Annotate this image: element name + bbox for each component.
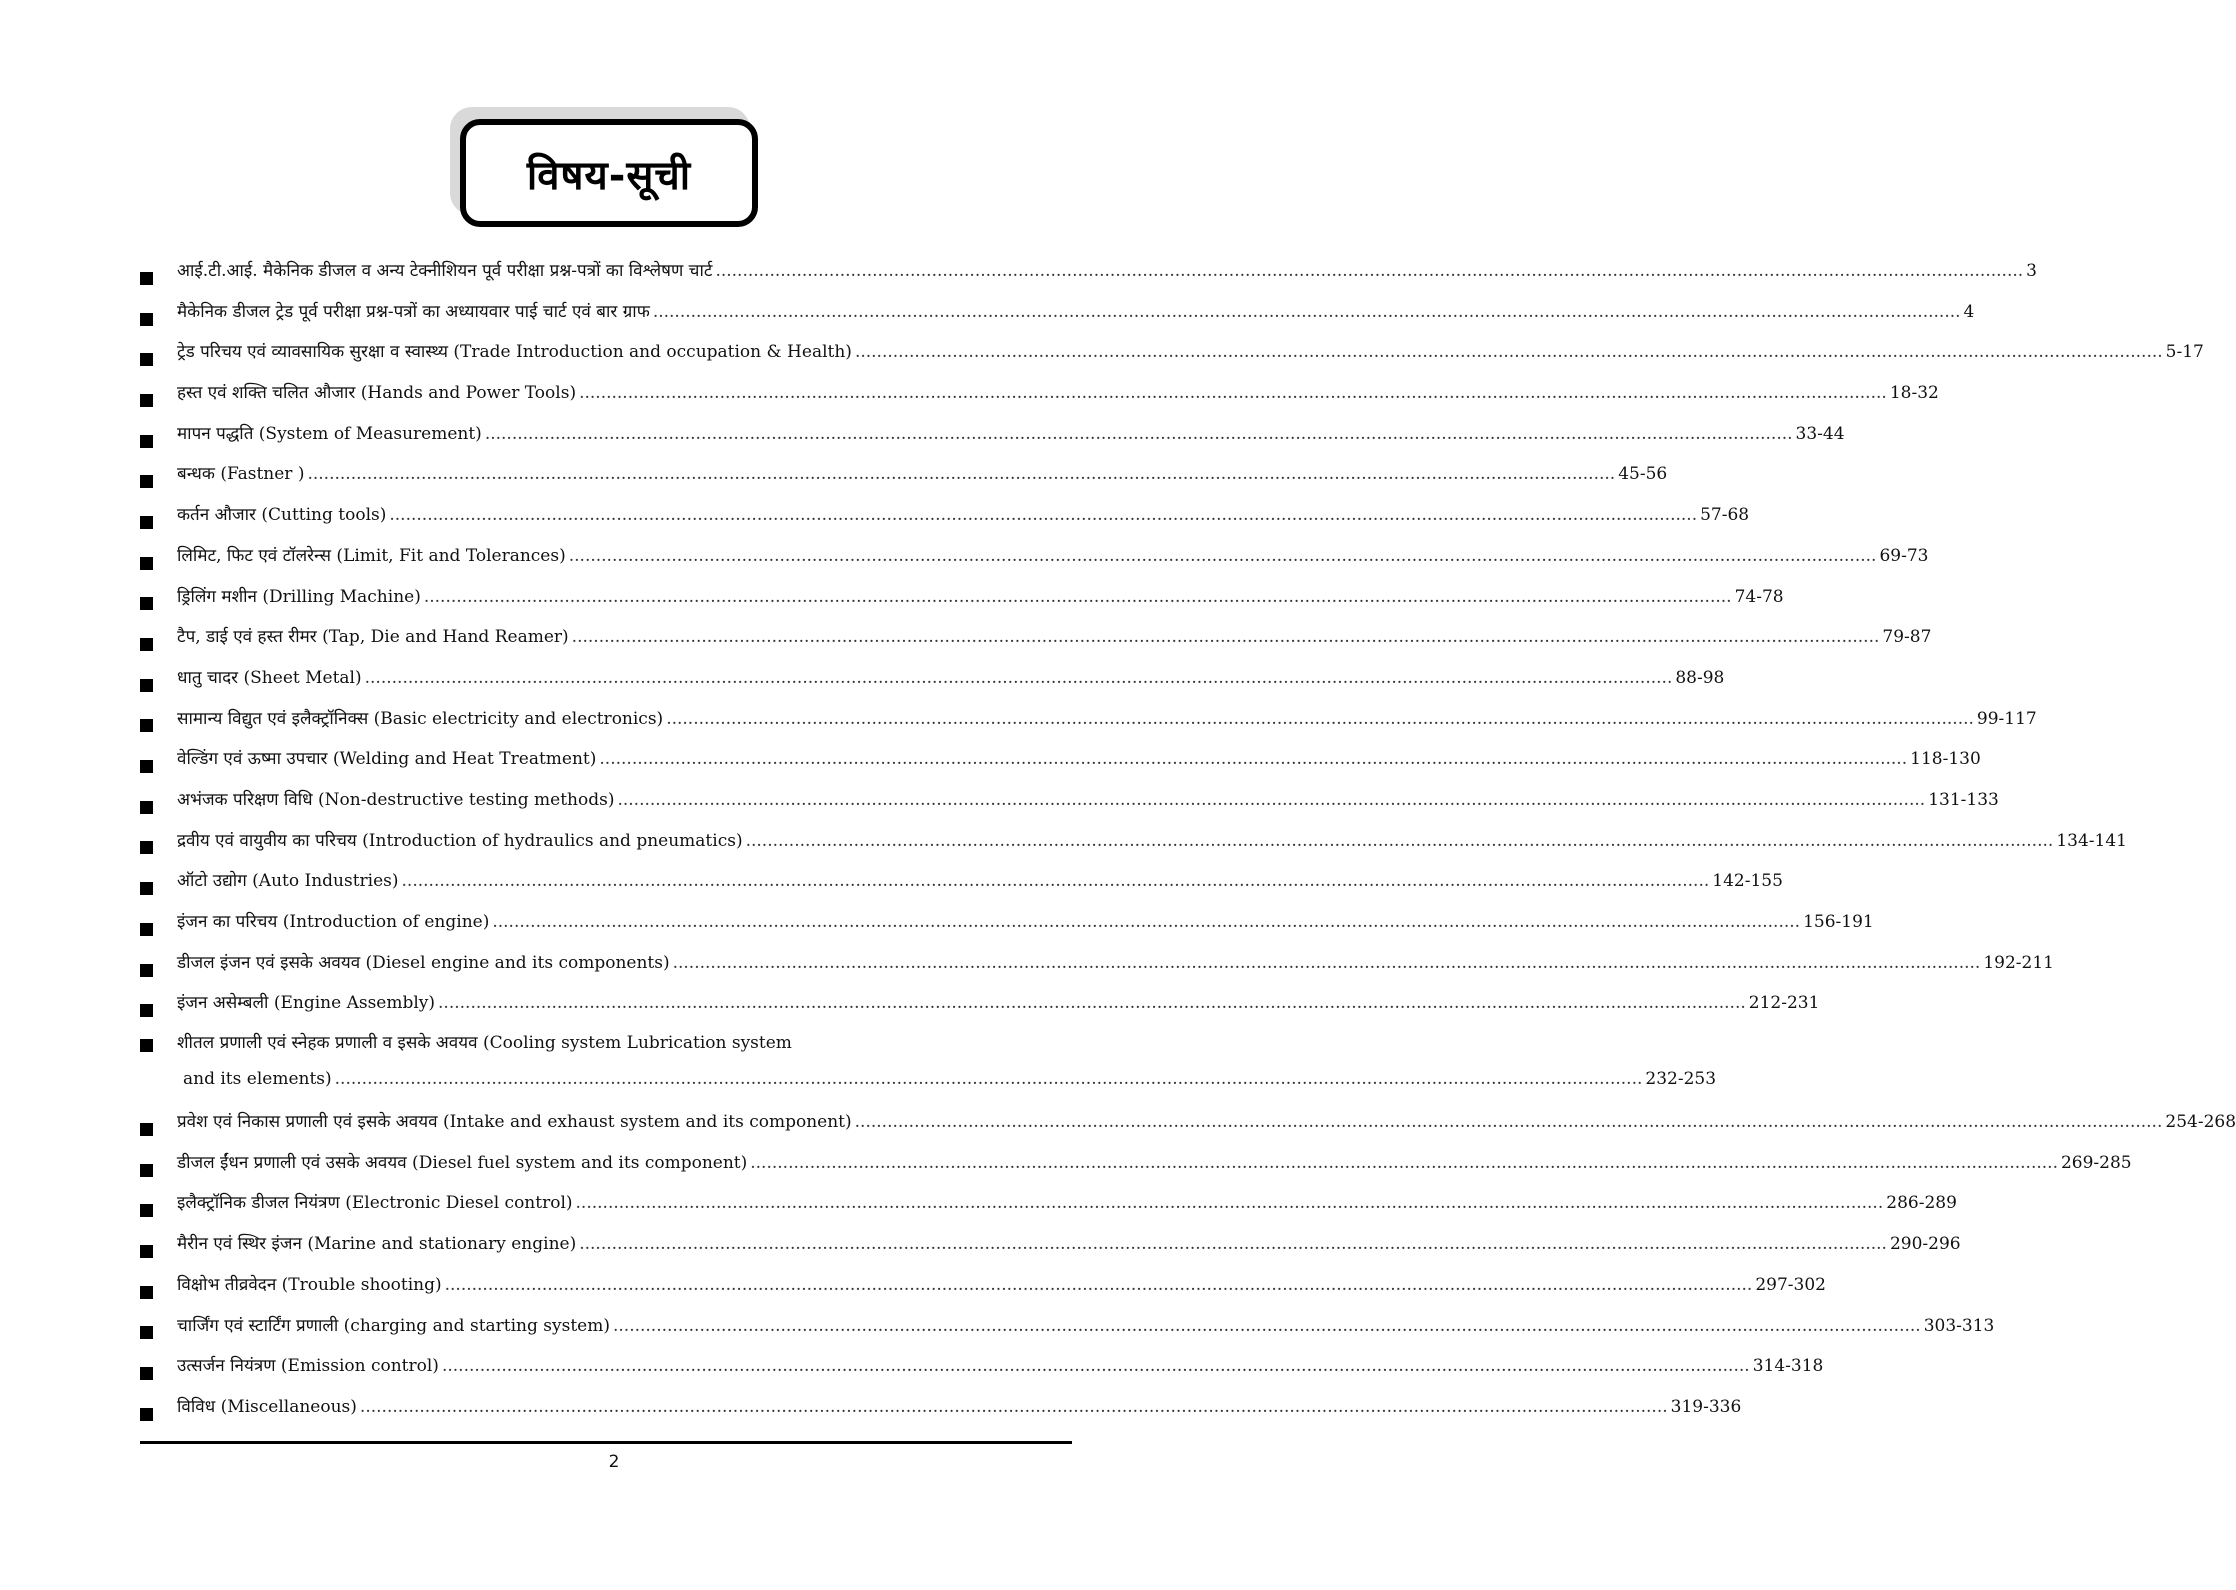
toc-entry [140,950,2054,991]
bullet-icon [140,435,153,448]
toc-entry [140,868,1783,909]
toc-entry-page: 74-78 [1734,586,1784,607]
toc-entry-page: 5-17 [2165,342,2204,363]
toc-entry-title: प्रवेश एवं निकास प्रणाली एवं इसके अवयव (Intake and exhaust system and its component) [177,1112,852,1133]
bullet-icon [140,353,153,366]
toc-entry-title: डीजल इंजन एवं इसके अवयव (Diesel engine and its components) [177,952,670,973]
toc-entry-title: सामान्य विद्युत एवं इलैक्ट्रॉनिक्स (Basic electricity and electronics) [177,708,664,729]
toc-entry-page: 319-336 [1670,1396,1742,1417]
toc-entry-page: 254-268 [2165,1112,2236,1133]
toc-entry-title: कर्तन औजार (Cutting tools) [177,505,387,526]
dot-leader [485,424,1793,444]
toc-entry [140,1231,1961,1272]
toc-entry [140,1150,2132,1191]
toc-entry-title: इंजन का परिचय (Introduction of engine) [177,912,490,932]
toc-entry [140,990,1820,1031]
toc-entry-title: विविध (Miscellaneous) [177,1396,357,1417]
toc-entry-page: 314-318 [1752,1356,1824,1377]
toc-entry-page: 303-313 [1923,1315,1995,1336]
toc-entry-page: 118-130 [1910,749,1981,770]
toc-entry-title: इलैक्ट्रॉनिक डीजल नियंत्रण (Electronic Diesel control) [177,1193,573,1214]
toc-entry-page: 18-32 [1889,383,1939,404]
dot-leader [389,505,1697,525]
bullet-icon [140,313,153,326]
toc-entry-page: 79-87 [1882,627,1932,648]
toc-entry [140,1394,1742,1435]
bullet-icon [140,638,153,651]
dot-leader [569,546,1877,566]
bullet-icon [140,272,153,285]
toc-entry [140,502,1750,543]
toc-entry-page: 4 [1963,301,1975,322]
toc-entry [140,787,1999,828]
toc-entry [140,1190,1957,1231]
dot-leader [492,912,1800,932]
bullet-icon [140,801,153,814]
toc-entry-page: 156-191 [1803,912,1874,932]
toc-entry-title: मैकेनिक डीजल ट्रेड पूर्व परीक्षा प्रश्न-पत्रों का अध्यायवार पाई चार्ट एवं बार ग्राफ [177,301,650,322]
toc-entry [140,665,1725,706]
toc-entry [140,909,1874,950]
toc-entry [140,706,2037,747]
page-number: 2 [608,1452,620,1472]
dot-leader [855,342,2163,362]
toc-entry-title: आई.टी.आई. मैकेनिक डीजल व अन्य टेक्नीशियन पूर्व परीक्षा प्रश्न-पत्रों का विश्लेषण चार्ट [177,261,713,281]
toc-entry-title-continued: and its elements) [183,1069,332,1090]
dot-leader [445,1275,1753,1295]
toc-entry-title: द्रवीय एवं वायुवीय का परिचय (Introduction of hydraulics and pneumatics) [177,830,743,851]
bullet-icon [140,1123,153,1136]
toc-entry-title: मैरीन एवं स्थिर इंजन (Marine and stationary engine) [177,1234,577,1255]
dot-leader [579,383,1887,403]
toc-entry [140,1353,1824,1394]
bullet-icon [140,1408,153,1421]
dot-leader [576,1193,1884,1213]
bullet-icon [140,923,153,936]
toc-entry [140,421,1845,462]
toc-entry [140,299,1975,340]
toc-entry-page: 212-231 [1748,993,1820,1014]
toc-entry-page: 88-98 [1675,667,1725,688]
toc-entry-title: धातु चादर (Sheet Metal) [177,667,362,688]
dot-leader [673,953,1981,973]
toc-entry-title: ट्रेड परिचय एवं व्यावसायिक सुरक्षा व स्वास्थ्य (Trade Introduction and occupation & Health) [177,342,852,363]
toc-entry [140,461,1668,502]
toc-entry-title: डीजल ईंधन प्रणाली एवं उसके अवयव (Diesel fuel system and its component) [177,1152,748,1173]
dot-leader [335,1069,1643,1089]
toc-entry-title: बन्धक (Fastner ) [177,464,305,485]
dot-leader [307,464,1615,484]
dot-leader [666,709,1974,729]
toc-entry-page: 142-155 [1712,871,1783,892]
dot-leader [653,302,1961,322]
bullet-icon [140,1367,153,1380]
bullet-icon [140,557,153,570]
toc-entry-page: 290-296 [1889,1234,1961,1255]
bullet-icon [140,964,153,977]
dot-leader [402,871,1710,891]
toc-entry-page: 3 [2026,261,2037,281]
toc-entry [140,339,2204,380]
toc-entry-title: इंजन असेम्बली (Engine Assembly) [177,993,436,1014]
bullet-icon [140,679,153,692]
dot-leader [715,261,2023,281]
table-of-contents [140,258,2236,1435]
toc-entry-page: 286-289 [1886,1193,1957,1214]
toc-entry-title: ऑटो उद्योग (Auto Industries) [177,871,399,892]
toc-entry [140,1313,1995,1354]
toc-entry-title: विक्षोभ तीव्रवेदन (Trouble shooting) [177,1274,442,1295]
dot-leader [572,627,1880,647]
toc-entry-page: 57-68 [1700,505,1750,526]
page-title: विषय-सूची [526,152,692,199]
bullet-icon [140,882,153,895]
dot-leader [613,1316,1921,1336]
toc-entry-page: 69-73 [1879,545,1929,566]
toc-entry-page: 134-141 [2056,830,2127,851]
toc-entry-page: 45-56 [1618,464,1668,485]
toc-entry [140,584,1784,625]
toc-entry-page: 99-117 [1976,708,2037,729]
bullet-icon [140,1245,153,1258]
dot-leader [360,1397,1668,1417]
dot-leader [746,831,2054,851]
toc-entry [140,828,2127,869]
toc-entry [140,746,1981,787]
toc-entry-title: लिमिट, फिट एवं टॉलरेन्स (Limit, Fit and Tolerances) [177,545,566,566]
toc-entry-title: चार्जिंग एवं स्टार्टिंग प्रणाली (charging and starting system) [177,1315,610,1336]
bullet-icon [140,760,153,773]
dot-leader [438,993,1746,1013]
dot-leader [750,1153,2058,1173]
toc-entry [140,543,1929,584]
toc-entry-title: वेल्डिंग एवं ऊष्मा उपचार (Welding and Heat Treatment) [177,749,597,770]
bullet-icon [140,1204,153,1217]
toc-entry-title: शीतल प्रणाली एवं स्नेहक प्रणाली व इसके अवयव (Cooling system Lubrication system [177,1033,792,1054]
bullet-icon [140,1039,153,1052]
dot-leader [579,1234,1887,1254]
toc-entry-title: हस्त एवं शक्ति चलित औजार (Hands and Power Tools) [177,383,577,404]
bullet-icon [140,1326,153,1339]
bullet-icon [140,1004,153,1017]
dot-leader [617,790,1925,810]
toc-entry-title: उत्सर्जन नियंत्रण (Emission control) [177,1356,439,1377]
toc-entry-title: टैप, डाई एवं हस्त रीमर (Tap, Die and Hand Reamer) [177,627,569,648]
footer-divider [140,1441,1072,1444]
toc-entry [140,1272,1826,1313]
bullet-icon [140,516,153,529]
toc-entry [140,380,1939,421]
toc-entry [140,1109,2236,1150]
title-banner [450,107,762,229]
bullet-icon [140,1286,153,1299]
dot-leader [424,587,1732,607]
toc-entry-title: मापन पद्धति (System of Measurement) [177,423,482,444]
bullet-icon [140,841,153,854]
toc-entry-page: 131-133 [1928,789,1999,810]
toc-entry-page: 232-253 [1645,1069,1717,1090]
toc-entry-page: 33-44 [1795,423,1845,444]
dot-leader [599,749,1907,769]
toc-entry-page: 269-285 [2060,1152,2132,1173]
toc-entry-title: अभंजक परिक्षण विधि (Non-destructive testing methods) [177,789,615,810]
toc-entry-page: 297-302 [1755,1274,1826,1295]
bullet-icon [140,597,153,610]
bullet-icon [140,719,153,732]
bullet-icon [140,475,153,488]
dot-leader [365,668,1673,688]
bullet-icon [140,394,153,407]
toc-entry [140,624,1932,665]
toc-entry-title: ड्रिलिंग मशीन (Drilling Machine) [177,586,421,607]
bullet-icon [140,1164,153,1177]
toc-entry-page: 192-211 [1983,952,2054,973]
title-box [460,119,758,227]
toc-entry [140,258,2037,299]
dot-leader [855,1112,2163,1132]
dot-leader [442,1356,1750,1376]
toc-entry [140,1031,1717,1109]
